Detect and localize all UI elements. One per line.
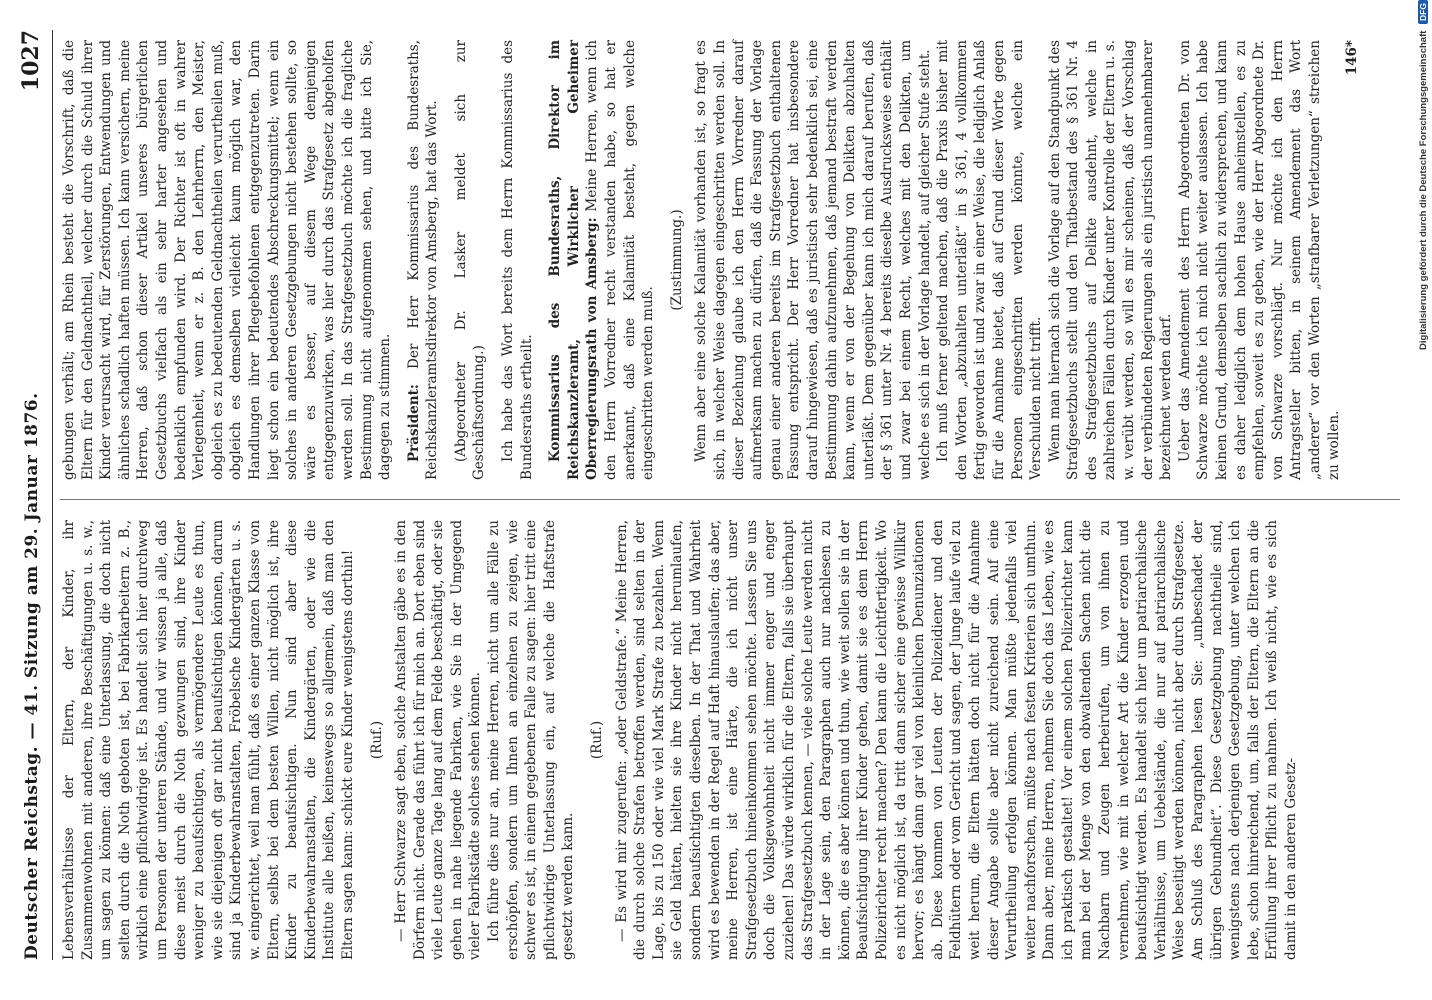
paragraph: Ich muß ferner geltend machen, daß die Praxis bisher mit den Worten „abzuhalten unterläßt“ in § 361, 4 vollkommen fertig geworden ist und zwar in einer Weise, die lediglich Anlaß für die Annahme bietet, daß auf Grund dieser Worte gegen Personen eingeschritten werden könnte, welche ein Verschulden nicht trifft. <box>935 40 1045 480</box>
paragraph: Ich führe dies nur an, meine Herren, nicht um alle Fälle zu erschöpfen, sondern um Ihnen an einzelnen zu zeigen, wie schwer es ist, in einem gegebenen Falle zu sagen: hier tritt eine pflichtwidrige Unterlassung ein, auf welche die Haftstrafe gesetzt werden kann. <box>486 520 577 960</box>
paragraph: Lebensverhältnisse der Eltern, der Kinder, ihr Zusammenwohnen mit anderen, ihre Beschäftigungen u. s. w., um sagen zu können: daß eine Unterlassung, die doch nicht selten durch die Noth geboten ist, bei Fabrikarbeitern z. B., wirklich eine pflichtwidrige ist. Es handelt sich hier durchweg um Personen der unteren Stände, und wir wissen ja alle, daß diese meist durch die Noth gezwungen sind, ihre Kinder weniger zu beaufsichtigen, als vermögendere Leute es thun, wie sie diejenigen oft gar nicht beaufsichtigen können, darum sind ja Kinderbewahranstalten, Fröbelsche Kindergärten u. s. w. eingerichtet, weil man fühlt, daß es einer ganzen Klasse von Eltern, selbst bei dem besten Willen, nicht möglich ist, ihre Kinder zu beaufsichtigen. Nun sind aber diese Kinderbewahranstalten, die Kindergärten, oder wie die Institute alle heißen, keineswegs so allgemein, daß man den Eltern sagen kann: schickt eure Kinder wenigstens dorthin! <box>61 520 356 960</box>
paragraph: gebungen verhält; am Rhein besteht die Vorschrift, daß die Eltern für den Geldnachtheil, welcher durch die Schuld ihrer Kinder verursacht wird, für Zerstörungen, Entwendungen und ähnliches schadlich haften müssen. Ich kann versichern, meine Herren, daß schon dieser Artikel unseres bürgerlichen Gesetzbuchs vielfach als ein sehr harter angesehen und bedenklich empfunden wird. Der Richter ist oft in wahrer Verlegenheit, wenn er z. B. den Lehrherrn, den Meister, obgleich es zu bedeutenden Geldnachtheilen verurtheilen muß, obgleich es demselben vielleicht kaum möglich war, den Handlungen ihrer Pflegebefohlenen entgegenzutreten. Darin liegt schon ein bedeutendes Abschreckungsmittel; wenn ein solches in anderen Gesetzgebungen nicht bestehen sollte, so wäre es besser, auf diesem Wege demjenigen entgegenzuwirken, was hier durch das Strafgesetz abgeholfen werden soll. In das Strafgesetzbuch möchte ich die fragliche Bestimmung nicht aufgenommen sehen, und bitte ich Sie, dagegen zu stimmen. <box>61 40 394 480</box>
column-divider <box>60 499 1400 500</box>
paragraph: Ueber das Amendement des Herrn Abgeordneten Dr. von Schwarze möchte ich mich nicht weiter auslassen. Ich habe keinen Grund, demselben sachlich zu widersprechen, und kann es daher lediglich dem hohen Hause anheimstellen, es zu empfehlen, soweit es zu geben, wie der Herr Abgeordnete Dr. von Schwarze vorschlägt. Nur möchte ich den Herrn Antragsteller bitten, in seinem Amendement das Wort „anderer“ vor den Worten „strafbarer Verletzungen“ streichen zu wollen. <box>1176 40 1342 480</box>
page-header <box>18 30 53 960</box>
dfg-logo: DFG <box>1418 0 1428 24</box>
signature-mark: 146* <box>1344 40 1361 76</box>
paragraph: Wenn man hiernach sich die Vorlage auf den Standpunkt des Strafgesetzbuchs stellt und den Thatbestand des § 361 Nr. 4 des Strafgesetzbuchs auf Delikte ausdehnt, welche in zahlreichen Fällen durch Kinder unter Kontrolle der Eltern u. s. w. verübt werden, so will es mir scheinen, daß der Vorschlag der verbündeten Regierungen als ein juristisch unannehmbarer bezeichnet werden darf. <box>1046 40 1175 480</box>
interjection: (Zustimmung.) <box>668 209 685 311</box>
running-head: Deutscher Reichstag. — 41. Sitzung am 29. Januar 1876. <box>22 392 42 960</box>
speaker-name: Präsident: <box>405 384 422 462</box>
speaker-text: Der Herr Kommissarius des Bundesraths, Reichskanzleramtsdirektor von Amsberg, hat das Wort. <box>405 40 441 480</box>
speaker-text: Meine Herren, wenn ich den Herrn Vorredner recht verstanden habe, so hat er anerkannt, daß eine Kalamität besteht, gegen welche eingeschritten werden muß. <box>584 40 657 480</box>
interjection: (Abgeordneter Dr. Lasker meldet sich zur Geschäftsordnung.) <box>452 40 488 480</box>
paragraph: — Es wird mir zugerufen: „oder Geldstrafe.“ Meine Herren, die durch solche Strafen betroffen werden, sind selten in der Lage, bis zu 150 oder wie viel Mark Strafe zu bezahlen. Wenn sie Geld hätten, hielten sie ihre Kinder nicht herumlaufen, sondern beaufsichtigten dieselben. In der That und Wahrheit wird es bewenden in der Regel auf Haft hinauslaufen; das aber, meine Herren, ist eine Härte, die ich nicht unser Strafgesetzbuch hineinkommen sehen möchte. Lassen Sie uns doch die Volksgewohnheit nicht immer enger und enger zuziehen! Das würde wirklich für die Eltern, falls sie überhaupt das Strafgesetzbuch kennen, — viele solche Leute werden nicht in der Lage sein, den Paragraphen auch nur nachlesen zu können, die es aber können und thun, wie weit sollen sie in der Beaufsichtigung ihrer Kinder gehen, damit sie es dem Herrn Polizeirichter recht machen? Den kann die Leichtfertigkeit. Wo es nicht möglich ist, da tritt dann sicher eine gewisse Willkür hervor; es hängt dann gar viel von kleinlichen Denunziationen ab. Diese kommen von Leuten der Polizeidiener und den Feldhütern oder vom Gericht und sagen, der Junge laufe viel zu weit herum, die Eltern hätten doch nicht für die Annahme dieser Angabe sollte aber nicht zureichend sein. Auf eine Verurtheilung erfolgen können. Man müßte jedenfalls viel weiter nachforschen, müßte nach festen Kriterien sich umthun. Dann aber, meine Herren, nehmen Sie doch das Leben, wie es ich praktisch gestaltet! Vor einem solchen Polizeirichter kann man bei der Menge von den obwaltenden Sachen nicht die Nachbarn und Zeugen herbeirufen, um von ihnen zu vernehmen, wie mit in welcher Art die Kinder erzogen und beaufsichtigt werden. Es handelt sich hier um patriarchalische Verhältnisse, um Uebelstände, die nur auf patriarchalische Weise beseitigt werden können, nicht aber durch Strafgesetze. Am Schluß des Paragraphen lesen Sie: „unbeschadet der übrigen Gebundheit“. Diese Gesetzgebung nachtheile sind, wenigstens nach derjenigen Gesetzgebung, unter welchen ich lebe, schon hinreichend, um, falls der Eltern, die Eltern an die Erfüllung ihrer Pflicht zu mahnen. Ich weiß nicht, wie es sich damit in den anderen Gesetz- <box>613 520 1299 960</box>
page-number: 1027 <box>18 30 44 92</box>
digitization-note <box>1418 0 1429 1000</box>
digitization-text: Digitalisierung gefördert durch die Deutsche Forschungsgemeinschaft <box>1418 30 1429 350</box>
paragraph: Wenn aber eine solche Kalamität vorhanden ist, so fragt es sich, in welcher Weise dagegen eingeschritten werden soll. In dieser Beziehung glaube ich den Herrn Vorredner darauf aufmerksam machen zu dürfen, daß die Fassung der Vorlage genau einer anderen bereits im Strafgesetzbuch enthaltenen Fassung entspricht. Der Herr Vorredner hat insbesondere darauf hingewiesen, daß es juristisch sehr bedenklich sei, eine Bestimmung dahin aufzunehmen, daß jemand bestraft werden kann, wenn er von der Begehung von Delikten abzuhalten unterläßt. Dem gegenüber kann ich mich darauf berufen, daß der § 361 unter Nr. 4 bereits dieselbe Ausdrucksweise enthält und zwar bei einem Recht, welches mit den Delikten, um welche es sich in der Vorlage handelt, auf gleicher Stufe steht. <box>693 40 933 480</box>
left-column <box>60 520 1301 960</box>
speaker-paragraph <box>405 40 442 480</box>
speaker-name: Kommissarius des Bundesraths, Direktor im Reichskanzleramt, Wirklicher Geheimer Oberregierungsrath von Amsberg: <box>547 40 601 480</box>
interjection: (Ruf.) <box>589 720 606 760</box>
interjection: (Ruf.) <box>368 720 385 760</box>
speaker-paragraph <box>546 40 658 480</box>
paragraph: Ich habe das Wort bereits dem Herrn Kommissarius des Bundesraths ertheilt. <box>500 40 535 480</box>
right-column <box>60 40 1362 480</box>
paragraph: — Herr Schwarze sagt eben, solche Anstalten gäbe es in den Dörfern nicht. Gerade das führt ich für mich an. Dort eben sind viele Leute ganze Tage lang auf dem Felde beschäftigt, oder sie gehen in nahe liegende Fabriken, wie Sie in der Umgegend vieler Fabrikstädte solches sehen können. <box>393 520 484 960</box>
